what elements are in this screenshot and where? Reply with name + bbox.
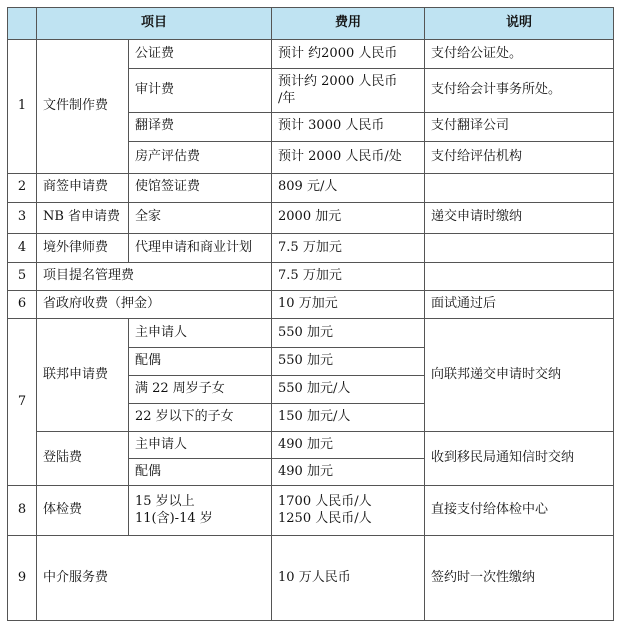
row-fee: 2000 加元 [272,202,425,233]
row-note: 向联邦递交申请时交纳 [425,319,614,432]
row-note: 签约时一次性缴纳 [425,536,614,621]
row-item: 15 岁以上 11(含)-14 岁 [129,486,272,536]
table-row [8,536,614,621]
row-category: NB 省申请费 [37,202,129,233]
table-row [8,173,614,202]
table-row [8,319,614,347]
header-row [8,8,614,40]
row-fee: 预计 3000 人民币 [272,113,425,141]
row-item: 配偶 [129,459,272,486]
row-fee: 预计 2000 人民币/处 [272,141,425,173]
row-note: 支付给评估机构 [425,141,614,173]
row-note [425,233,614,262]
row-fee: 预计 约2000 人民币 [272,40,425,69]
table-row [8,431,614,458]
table-row [8,263,614,291]
row-item: 审计费 [129,69,272,113]
row-category: 境外律师费 [37,233,129,262]
header-item: 项目 [37,8,272,40]
row-fee: 1700 人民币/人 1250 人民币/人 [272,486,425,536]
row-item: 满 22 周岁子女 [129,375,272,403]
row-number: 7 [8,319,37,486]
row-category: 登陆费 [37,431,129,485]
row-number: 2 [8,173,37,202]
row-fee: 490 加元 [272,459,425,486]
row-fee: 10 万加元 [272,291,425,319]
row-fee: 7.5 万加元 [272,263,425,291]
row-item: 使馆签证费 [129,173,272,202]
row-fee: 预计约 2000 人民币 /年 [272,69,425,113]
table-row [8,486,614,536]
row-number: 8 [8,486,37,536]
row-number: 3 [8,202,37,233]
row-note: 面试通过后 [425,291,614,319]
row-fee: 7.5 万加元 [272,233,425,262]
row-number: 4 [8,233,37,262]
row-category: 商签申请费 [37,173,129,202]
row-note: 收到移民局通知信时交纳 [425,431,614,485]
header-number [8,8,37,40]
row-category: 体检费 [37,486,129,536]
row-number: 5 [8,263,37,291]
row-item: 公证费 [129,40,272,69]
row-number: 6 [8,291,37,319]
row-item: 全家 [129,202,272,233]
row-item: 主申请人 [129,431,272,458]
row-note: 支付给会计事务所处。 [425,69,614,113]
row-category: 项目提名管理费 [37,263,272,291]
row-fee: 550 加元 [272,347,425,375]
row-category: 联邦申请费 [37,319,129,432]
row-note: 支付给公证处。 [425,40,614,69]
row-note: 支付翻译公司 [425,113,614,141]
row-number: 9 [8,536,37,621]
row-item: 翻译费 [129,113,272,141]
row-note [425,173,614,202]
table-row [8,233,614,262]
header-fee: 费用 [272,8,425,40]
row-number: 1 [8,40,37,174]
row-item: 主申请人 [129,319,272,347]
row-note [425,263,614,291]
row-item: 房产评估费 [129,141,272,173]
row-item: 配偶 [129,347,272,375]
row-fee: 550 加元/人 [272,375,425,403]
row-fee: 809 元/人 [272,173,425,202]
row-fee: 150 加元/人 [272,403,425,431]
row-fee: 490 加元 [272,431,425,458]
row-note: 递交申请时缴纳 [425,202,614,233]
fee-table [7,7,614,621]
row-note: 直接支付给体检中心 [425,486,614,536]
row-category: 省政府收费（押金） [37,291,272,319]
header-note: 说明 [425,8,614,40]
row-category: 中介服务费 [37,536,272,621]
row-item: 22 岁以下的子女 [129,403,272,431]
row-item: 代理申请和商业计划 [129,233,272,262]
table-row [8,291,614,319]
table-row [8,40,614,69]
table-row [8,202,614,233]
row-category: 文件制作费 [37,40,129,174]
row-fee: 550 加元 [272,319,425,347]
row-fee: 10 万人民币 [272,536,425,621]
